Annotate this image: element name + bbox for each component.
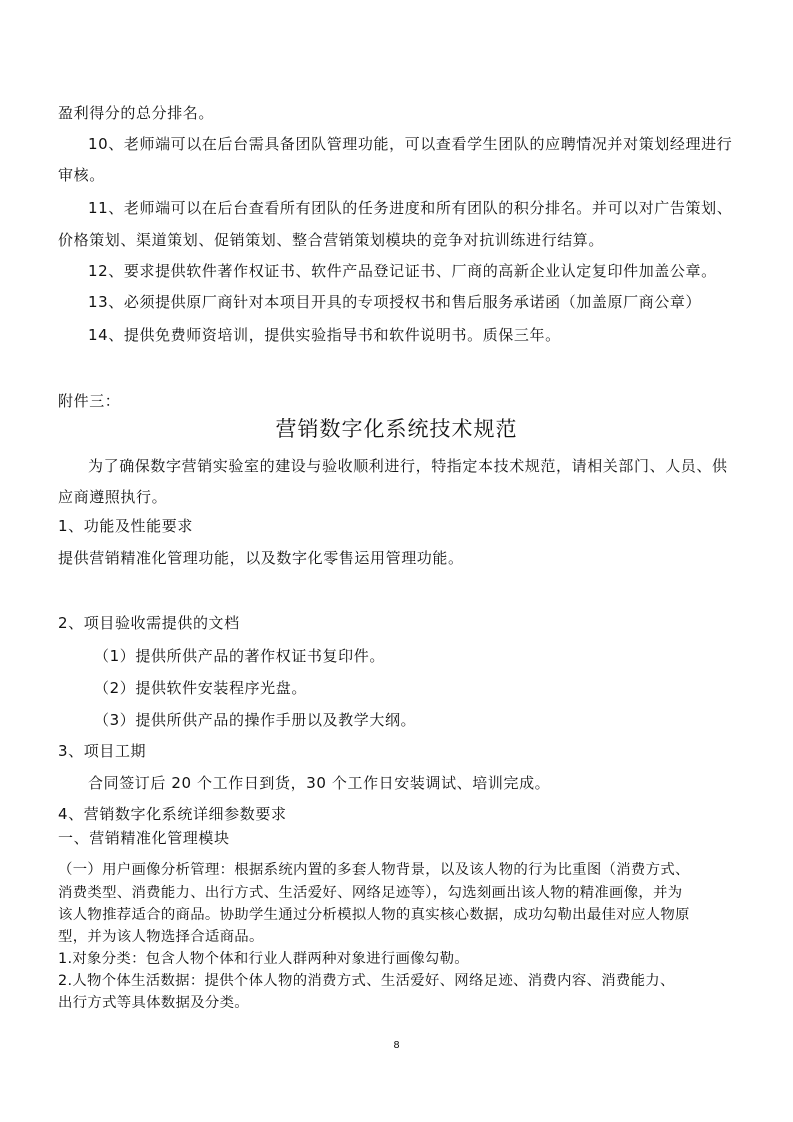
item-13: 13、必须提供原厂商针对本项目开具的专项授权书和售后服务承诺函（加盖原厂商公章）	[88, 293, 702, 311]
spec-line: 2.人物个体生活数据：提供个体人物的消费方式、生活爱好、网络足迹、消费内容、消费能力、	[58, 973, 675, 989]
spec-line: （一）用户画像分析管理：根据系统内置的多套人物背景，以及该人物的行为比重图（消费方式、	[58, 862, 690, 878]
section-4-heading: 4、营销数字化系统详细参数要求	[58, 805, 287, 823]
list-item: （1）提供所供产品的著作权证书复印件。	[94, 647, 385, 665]
module-heading: 一、营销精准化管理模块	[58, 829, 230, 847]
spec-line: 1.对象分类：包含人物个体和行业人群两种对象进行画像勾勒。	[58, 951, 469, 967]
section-3-text: 合同签订后 20 个工作日到货，30 个工作日安装调试、培训完成。	[88, 774, 551, 792]
item-12: 12、要求提供软件著作权证书、软件产品登记证书、厂商的高新企业认定复印件加盖公章。	[88, 262, 717, 280]
section-3-heading: 3、项目工期	[58, 742, 147, 760]
page-number: 8	[393, 1040, 400, 1051]
item-14: 14、提供免费师资培训，提供实验指导书和软件说明书。质保三年。	[88, 326, 561, 344]
list-item: （2）提供软件安装程序光盘。	[94, 679, 307, 697]
spec-line: 型，并为该人物选择合适商品。	[58, 929, 264, 945]
item-11: 11、老师端可以在后台查看所有团队的任务进度和所有团队的积分排名。并可以对广告策划、	[88, 199, 733, 217]
item-11-cont: 价格策划、渠道策划、促销策划、整合营销策划模块的竞争对抗训练进行结算。	[58, 231, 605, 249]
section-1-heading: 1、功能及性能要求	[58, 517, 193, 535]
spec-line: 该人物推荐适合的商品。协助学生通过分析模拟人物的真实核心数据，成功勾勒出最佳对应人物原	[58, 907, 690, 923]
paragraph-line: 盈利得分的总分排名。	[58, 104, 215, 122]
section-1-text: 提供营销精准化管理功能，以及数字化零售运用管理功能。	[58, 549, 464, 567]
item-10-cont: 审核。	[58, 166, 105, 184]
intro-paragraph: 为了确保数字营销实验室的建设与验收顺利进行，特指定本技术规范，请相关部门、人员、供	[88, 457, 728, 475]
section-2-heading: 2、项目验收需提供的文档	[58, 614, 240, 632]
spec-line: 出行方式等具体数据及分类。	[58, 995, 249, 1011]
attachment-label: 附件三：	[58, 392, 121, 410]
spec-line: 消费类型、消费能力、出行方式、生活爱好、网络足迹等），勾选刻画出该人物的精准画像，并为	[58, 885, 683, 901]
document-title: 营销数字化系统技术规范	[275, 417, 518, 441]
list-item: （3）提供所供产品的操作手册以及教学大纲。	[94, 711, 417, 729]
intro-paragraph-cont: 应商遵照执行。	[58, 488, 168, 506]
item-10: 10、老师端可以在后台需具备团队管理功能，可以查看学生团队的应聘情况并对策划经理进行	[88, 135, 733, 153]
